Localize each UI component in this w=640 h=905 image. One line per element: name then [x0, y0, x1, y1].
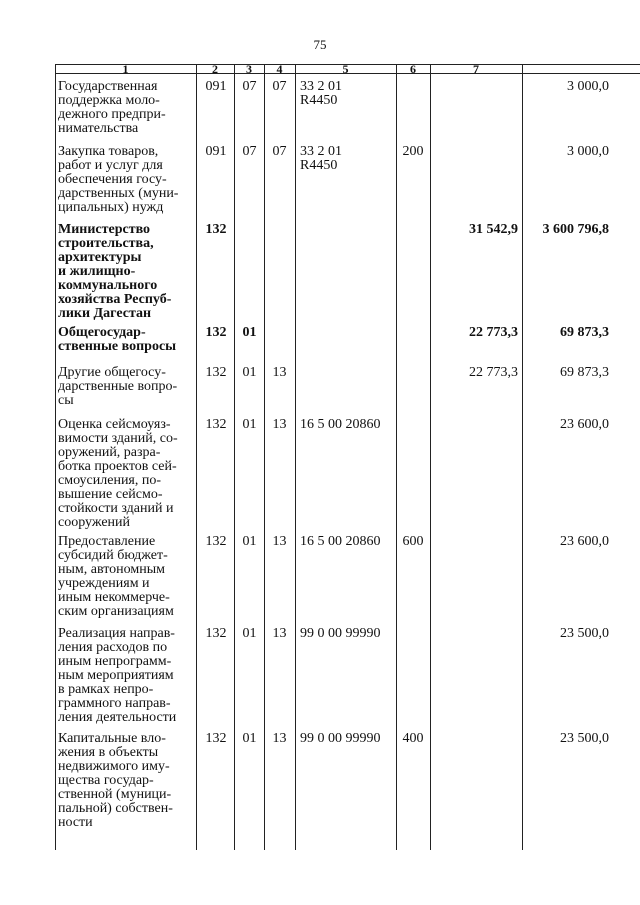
page-number: 75	[313, 37, 327, 52]
column-header: 6	[410, 62, 416, 76]
cell-col8: 23 500,0	[560, 626, 609, 641]
row-name: Реализация направ- ления расходов по иным непрограмм- ным мероприятиям в рамках непро- граммного направ- ления деятельности	[58, 626, 177, 725]
column-header: 4	[276, 62, 283, 76]
column-header: 5	[342, 62, 349, 76]
column-header: 1	[122, 62, 129, 76]
row-name: Капитальные вло- жения в объекты недвижимого иму- щества государ- ственной (муници- пальной) собствен- ности	[58, 731, 173, 830]
cell-col2: 132	[205, 325, 227, 340]
row-name: Закупка товаров, работ и услуг для обеспечения госу- дарственных (муни- ципальных) нужд	[58, 144, 179, 215]
cell-col8: 3 600 796,8	[542, 222, 609, 237]
cell-col2: 091	[205, 79, 227, 94]
column-divider	[55, 64, 56, 850]
cell-col5: 99 0 00 99990	[300, 731, 381, 746]
cell-col4: 13	[272, 626, 287, 641]
cell-col8: 23 600,0	[560, 534, 609, 549]
cell-col6: 200	[402, 144, 424, 159]
row-name: Другие общегосу- дарственные вопро- сы	[58, 365, 178, 408]
cell-col3: 07	[242, 79, 257, 94]
row-name: Министерство строительства, архитектуры и жилищно- коммунального хозяйства Респуб- лики Дагестан	[58, 222, 172, 321]
cell-col2: 132	[205, 731, 227, 746]
cell-col5: 33 2 01 R4450	[300, 79, 342, 108]
cell-col7: 22 773,3	[469, 325, 518, 340]
row-name: Оценка сейсмоуяз- вимости зданий, со- оружений, разра- ботка проектов сей- смоусиления, по- вышение сейсмо- стойкости зданий и сооружений	[58, 417, 178, 530]
cell-col3: 01	[242, 325, 257, 340]
cell-col4: 13	[272, 365, 287, 380]
cell-col5: 33 2 01 R4450	[300, 144, 342, 173]
column-divider	[295, 64, 296, 850]
column-header: 7	[473, 62, 479, 76]
cell-col3: 01	[242, 626, 257, 641]
cell-col6: 600	[402, 534, 424, 549]
row-name: Предоставление субсидий бюджет- ным, автономным учреждениям и иным некоммерче- ским организациям	[58, 534, 174, 619]
cell-col2: 132	[205, 222, 227, 237]
cell-col7: 22 773,3	[469, 365, 518, 380]
cell-col3: 01	[242, 365, 257, 380]
cell-col2: 132	[205, 365, 227, 380]
cell-col8: 3 000,0	[567, 79, 609, 94]
cell-col2: 132	[205, 626, 227, 641]
column-divider	[522, 64, 523, 850]
cell-col8: 69 873,3	[560, 325, 609, 340]
cell-col3: 01	[242, 534, 257, 549]
row-name: Государственная поддержка моло- дежного предпри- нимательства	[58, 79, 166, 136]
cell-col3: 01	[242, 731, 257, 746]
cell-col2: 132	[205, 534, 227, 549]
cell-col5: 99 0 00 99990	[300, 626, 381, 641]
column-divider	[396, 64, 397, 850]
column-header: 3	[246, 62, 252, 76]
cell-col2: 132	[205, 417, 227, 432]
cell-col8: 3 000,0	[567, 144, 609, 159]
cell-col6: 400	[402, 731, 424, 746]
cell-col4: 07	[272, 144, 287, 159]
cell-col7: 31 542,9	[469, 222, 518, 237]
cell-col5: 16 5 00 20860	[300, 417, 381, 432]
column-header: 2	[212, 62, 218, 76]
cell-col5: 16 5 00 20860	[300, 534, 381, 549]
cell-col8: 23 600,0	[560, 417, 609, 432]
column-divider	[196, 64, 197, 850]
cell-col3: 01	[242, 417, 257, 432]
cell-col8: 69 873,3	[560, 365, 609, 380]
cell-col3: 07	[242, 144, 257, 159]
cell-col4: 13	[272, 731, 287, 746]
cell-col4: 07	[272, 79, 287, 94]
column-divider	[430, 64, 431, 850]
cell-col2: 091	[205, 144, 227, 159]
cell-col4: 13	[272, 534, 287, 549]
row-name: Общегосудар- ственные вопросы	[58, 325, 177, 354]
cell-col4: 13	[272, 417, 287, 432]
cell-col8: 23 500,0	[560, 731, 609, 746]
